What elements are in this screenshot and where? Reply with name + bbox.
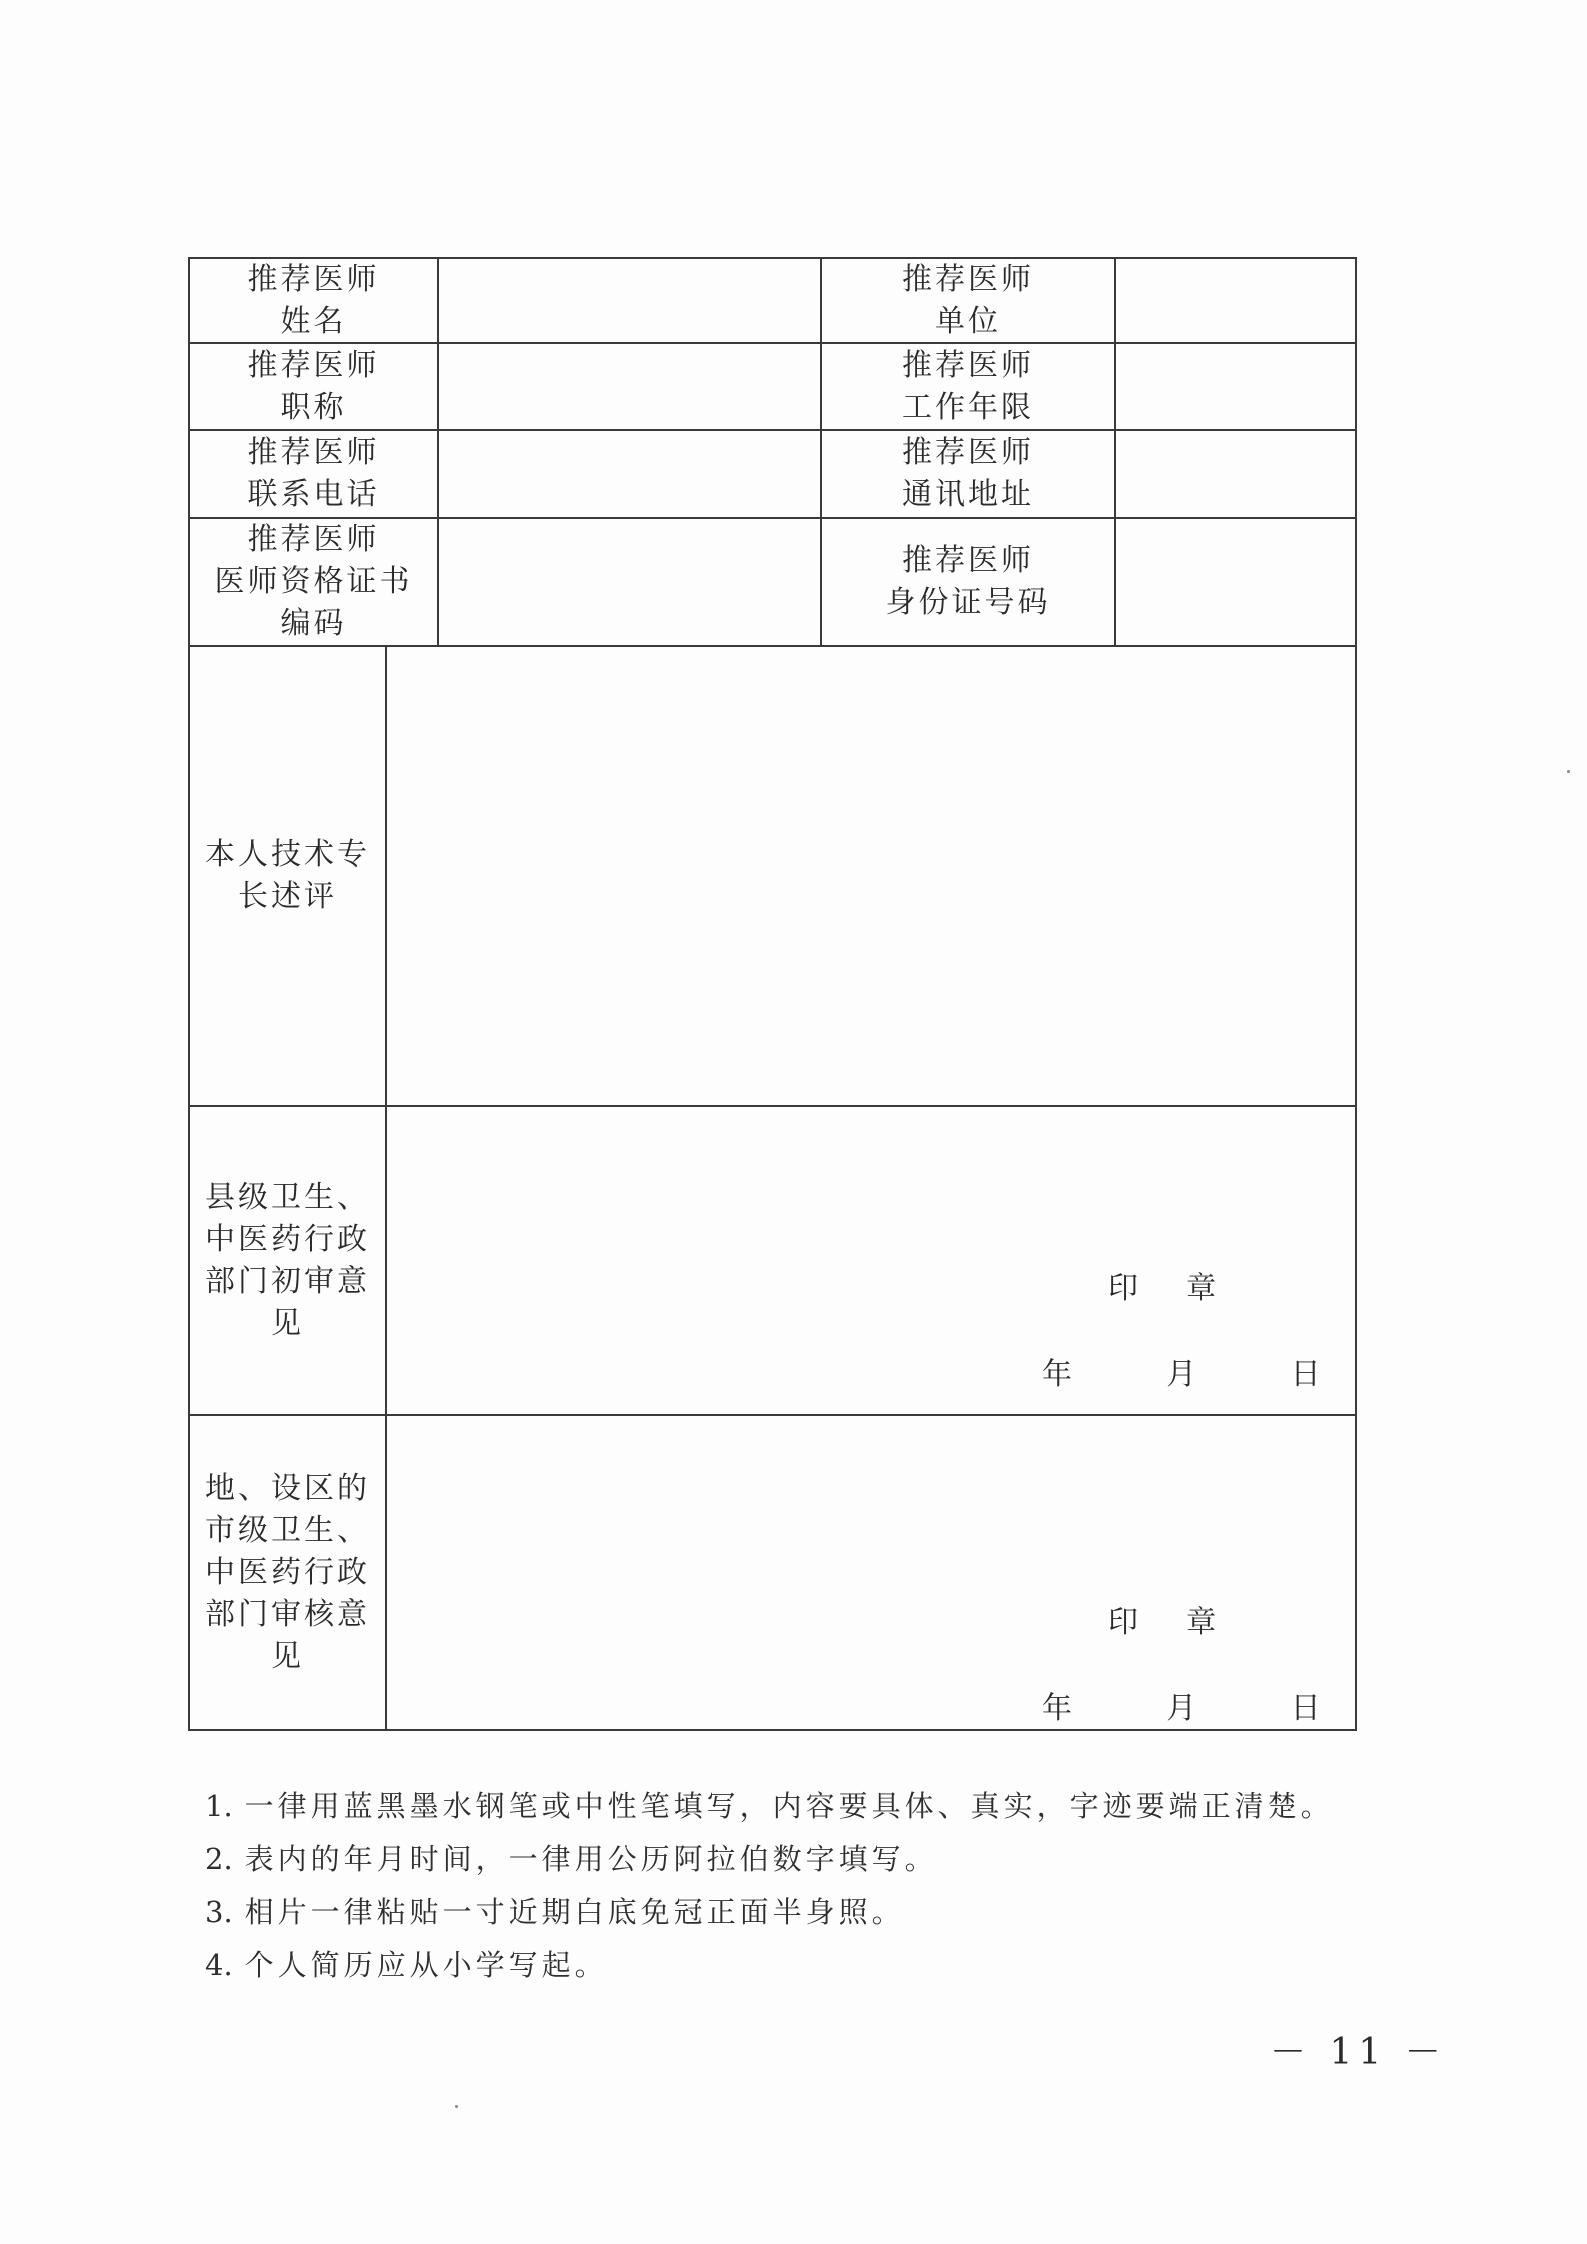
page-number: － 11 － <box>1270 2032 1447 2073</box>
label-doctor-unit: 推荐医师 单位 <box>902 261 1034 339</box>
city-stamp-label: 印 章 <box>1108 1605 1219 1640</box>
instruction-item: 2. 表内的年月时间，一律用公历阿拉伯数字填写。 <box>205 1842 938 1876</box>
doctor-phone-field[interactable] <box>439 431 820 517</box>
self-review-field[interactable] <box>387 647 1355 1105</box>
doctor-years-field[interactable] <box>1116 344 1355 429</box>
scan-speck <box>455 2105 458 2108</box>
county-date-label: 年 月 日 <box>1042 1357 1323 1392</box>
doctor-title-field[interactable] <box>439 344 820 429</box>
label-doctor-id-number: 推荐医师 身份证号码 <box>885 543 1051 620</box>
label-doctor-certificate: 推荐医师 医师资格证书 编码 <box>214 522 413 641</box>
county-stamp-label: 印 章 <box>1108 1271 1219 1306</box>
instruction-item: 3. 相片一律粘贴一寸近期白底免冠正面半身照。 <box>205 1895 905 1929</box>
doctor-address-field[interactable] <box>1116 431 1355 517</box>
label-self-review: 本人技术专 长述评 <box>205 837 370 914</box>
recommendation-form-table <box>188 257 1357 1731</box>
form-instructions <box>205 1780 1334 1992</box>
doctor-unit-field[interactable] <box>1116 259 1355 342</box>
label-doctor-title: 推荐医师 职称 <box>247 347 380 425</box>
doctor-certificate-field[interactable] <box>439 519 820 645</box>
label-doctor-address: 推荐医师 通讯地址 <box>902 435 1034 512</box>
label-doctor-name: 推荐医师 姓名 <box>247 261 380 339</box>
instruction-item: 1. 一律用蓝黑墨水钢笔或中性笔填写，内容要具体、真实，字迹要端正清楚。 <box>205 1789 1334 1823</box>
doctor-id-number-field[interactable] <box>1116 519 1355 645</box>
label-county-review: 县级卫生、 中医药行政 部门初审意 见 <box>205 1179 370 1341</box>
scan-speck <box>1567 770 1570 773</box>
city-date-label: 年 月 日 <box>1042 1691 1323 1726</box>
label-city-review: 地、设区的 市级卫生、 中医药行政 部门审核意 见 <box>205 1470 370 1674</box>
doctor-name-field[interactable] <box>439 259 820 342</box>
label-doctor-phone: 推荐医师 联系电话 <box>247 435 380 512</box>
label-doctor-years: 推荐医师 工作年限 <box>902 347 1034 425</box>
instruction-item: 4. 个人简历应从小学写起。 <box>205 1948 608 1982</box>
